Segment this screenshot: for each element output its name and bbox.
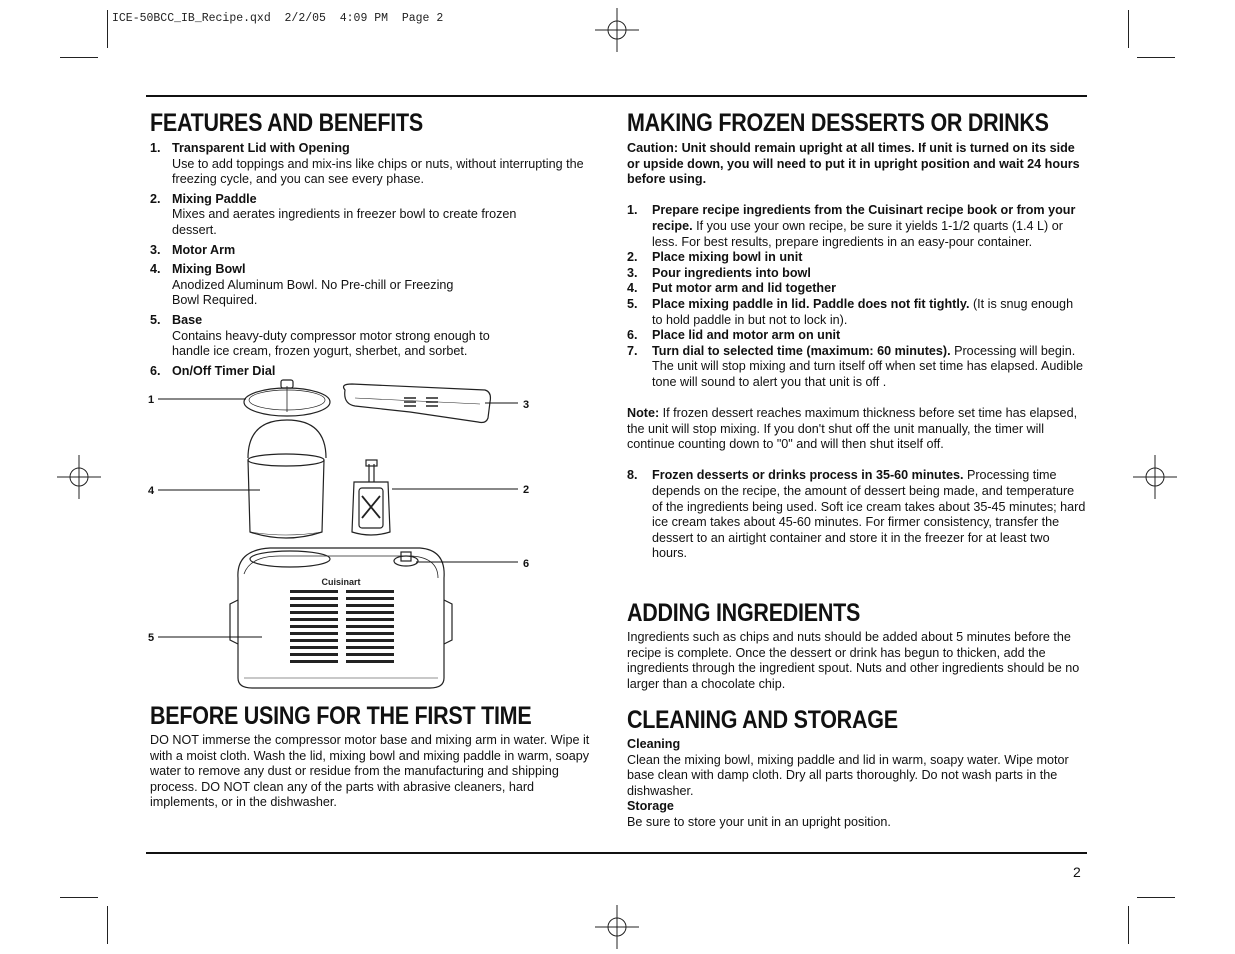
item-title: Base [172, 312, 203, 327]
base-vents [290, 590, 394, 663]
adding-heading: ADDING INGREDIENTS [627, 599, 861, 627]
item-description: Contains heavy-duty compressor motor strong enough to handle ice cream, frozen yogurt, sherbet, and sorbet. [172, 328, 490, 359]
crop-mark [1128, 10, 1129, 48]
making-heading: MAKING FROZEN DESSERTS OR DRINKS [627, 109, 1049, 137]
registration-mark-icon [595, 905, 639, 949]
bottom-rule [146, 852, 1087, 854]
item-title: Mixing Paddle [172, 191, 257, 206]
crop-mark [107, 906, 108, 944]
list-item [150, 364, 595, 380]
list-item [627, 266, 1087, 282]
step-number: 2. [627, 250, 638, 265]
step-text: If you use your own recipe, be sure it yields 1-1/2 quarts (1.4 L) or less. For best results, prepare ingredients in an easy-pour container. [652, 218, 1063, 249]
step-text: Processing time depends on the recipe, the amount of dessert being made, and temperature of the ingredients being used. Soft ice cream takes about 35-45 minutes; hard ice cream takes about 45-60 minutes. For firmer consistency, transfer the dessert to an airtight container and store it in the freezer for at least two hours. [652, 468, 1086, 561]
features-list [150, 141, 595, 379]
before-section [150, 701, 595, 811]
list-item [150, 243, 595, 259]
step-title: Place mixing paddle in lid. Paddle does not fit tightly. [652, 296, 970, 311]
list-item [150, 141, 595, 188]
page-number: 2 [1073, 864, 1081, 880]
before-text: DO NOT immerse the compressor motor base and mixing arm in water. Wipe it with a moist cloth. Wash the lid, mixing bowl and mixing paddle in warm, soapy water to remove any dust or residue from the manufacturing and shipping process. DO NOT clean any of the parts with abrasive cleaners, hard implements, or in the dishwasher. [150, 733, 590, 810]
item-description: Use to add toppings and mix-ins like chips or nuts, without interrupting the freezing cycle, and you can see every phase. [172, 156, 584, 187]
step-text: Processing will begin. The unit will stop mixing and turn itself off when set time has elapsed. Audible tone will sound to alert you that unit is off . [652, 343, 1083, 389]
item-description: Anodized Aluminum Bowl. No Pre-chill or Freezing Bowl Required. [172, 277, 454, 308]
list-item [150, 192, 595, 239]
step-number: 8. [627, 468, 638, 483]
features-section [150, 108, 595, 383]
list-item [627, 281, 1087, 297]
list-item [627, 203, 1087, 250]
list-item [150, 262, 595, 309]
part-label: 4 [148, 485, 155, 497]
top-rule [146, 95, 1087, 97]
item-title: Mixing Bowl [172, 262, 246, 277]
cleaning-heading: CLEANING AND STORAGE [627, 706, 898, 734]
step-title: Place lid and motor arm on unit [652, 328, 841, 343]
step-text: (It is snug enough to hold paddle in but not to lock in). [652, 296, 1074, 327]
note-label: Note: [627, 406, 660, 421]
item-number: 4. [150, 262, 161, 277]
step-title: Turn dial to selected time (maximum: 60 minutes). [652, 343, 951, 358]
step-number: 7. [627, 343, 638, 358]
step-number: 3. [627, 265, 638, 280]
step-title: Prepare recipe ingredients from the Cuisinart recipe book or from your recipe. [652, 203, 1076, 233]
mixing-paddle-drawing [352, 460, 390, 535]
mixing-bowl-drawing [248, 420, 326, 538]
item-title: On/Off Timer Dial [172, 363, 276, 378]
part-label: 1 [148, 394, 155, 406]
adding-section [627, 598, 1087, 692]
adding-text: Ingredients such as chips and nuts should be added about 5 minutes before the recipe is complete. Once the dessert or drink has begun to thicken, add the ingredients through the ingredient spout. Nuts and other ingredients should be no larger than a chocolate chip. [627, 630, 1080, 691]
item-number: 1. [150, 141, 161, 155]
cleaning-text: Clean the mixing bowl, mixing paddle and lid in warm, soapy water. Wipe motor base clean with damp cloth. Dry all parts thoroughly. Do not wash parts in the dishwasher. [627, 752, 1069, 798]
item-number: 2. [150, 191, 161, 206]
part-label: 3 [523, 399, 530, 411]
storage-label: Storage [627, 799, 674, 814]
base-drawing [230, 548, 452, 688]
step-title: Put motor arm and lid together [652, 281, 837, 296]
item-description: Mixes and aerates ingredients in freezer bowl to create frozen dessert. [172, 207, 517, 237]
step-number: 1. [627, 203, 638, 218]
list-item [627, 328, 1087, 344]
item-number: 5. [150, 312, 161, 327]
list-item [627, 250, 1087, 266]
step-number: 5. [627, 296, 638, 311]
note-paragraph [627, 406, 1087, 453]
crop-mark [60, 57, 98, 58]
step-number: 4. [627, 281, 638, 296]
before-heading: BEFORE USING FOR THE FIRST TIME [150, 702, 532, 730]
parts-diagram [140, 378, 540, 693]
list-item [627, 468, 1087, 562]
list-item [627, 344, 1087, 391]
registration-mark-icon [57, 455, 101, 499]
crop-mark [107, 10, 108, 48]
crop-mark [1128, 906, 1129, 944]
step-number: 6. [627, 328, 638, 343]
note-text: If frozen dessert reaches maximum thickness before set time has elapsed, the unit will stop mixing. If you don't shut off the unit manually, the timer will continue counting down to "0" and will then shut itself off. [627, 406, 1078, 452]
step-title: Pour ingredients into bowl [652, 265, 811, 280]
making-section [627, 108, 1087, 562]
registration-mark-icon [1133, 455, 1177, 499]
step-title: Place mixing bowl in unit [652, 250, 803, 265]
steps-list [627, 203, 1087, 390]
part-label: 6 [523, 558, 530, 570]
item-title: Transparent Lid with Opening [172, 141, 350, 155]
cleaning-label: Cleaning [627, 737, 681, 751]
part-label: 2 [523, 484, 530, 496]
cleaning-section [627, 705, 1087, 831]
item-number: 3. [150, 242, 161, 257]
file-slug: ICE-50BCC_IB_Recipe.qxd 2/2/05 4:09 PM Page 2 [112, 12, 444, 25]
crop-mark [1137, 897, 1175, 898]
part-label: 5 [148, 632, 155, 644]
crop-mark [1137, 57, 1175, 58]
item-title: Motor Arm [172, 242, 236, 257]
brand-logo: Cuisinart [321, 577, 361, 587]
caution-text: Caution: Unit should remain upright at all times. If unit is turned on its side or upside down, you will need to put it in upright position and wait 24 hours before using. [627, 141, 1080, 187]
step-title: Frozen desserts or drinks process in 35-60 minutes. [652, 468, 964, 483]
crop-mark [60, 897, 98, 898]
list-item [627, 297, 1087, 328]
storage-text: Be sure to store your unit in an upright position. [627, 814, 891, 829]
item-number: 6. [150, 363, 161, 378]
list-item [150, 313, 595, 360]
registration-mark-icon [595, 8, 639, 52]
features-heading: FEATURES AND BENEFITS [150, 109, 423, 137]
